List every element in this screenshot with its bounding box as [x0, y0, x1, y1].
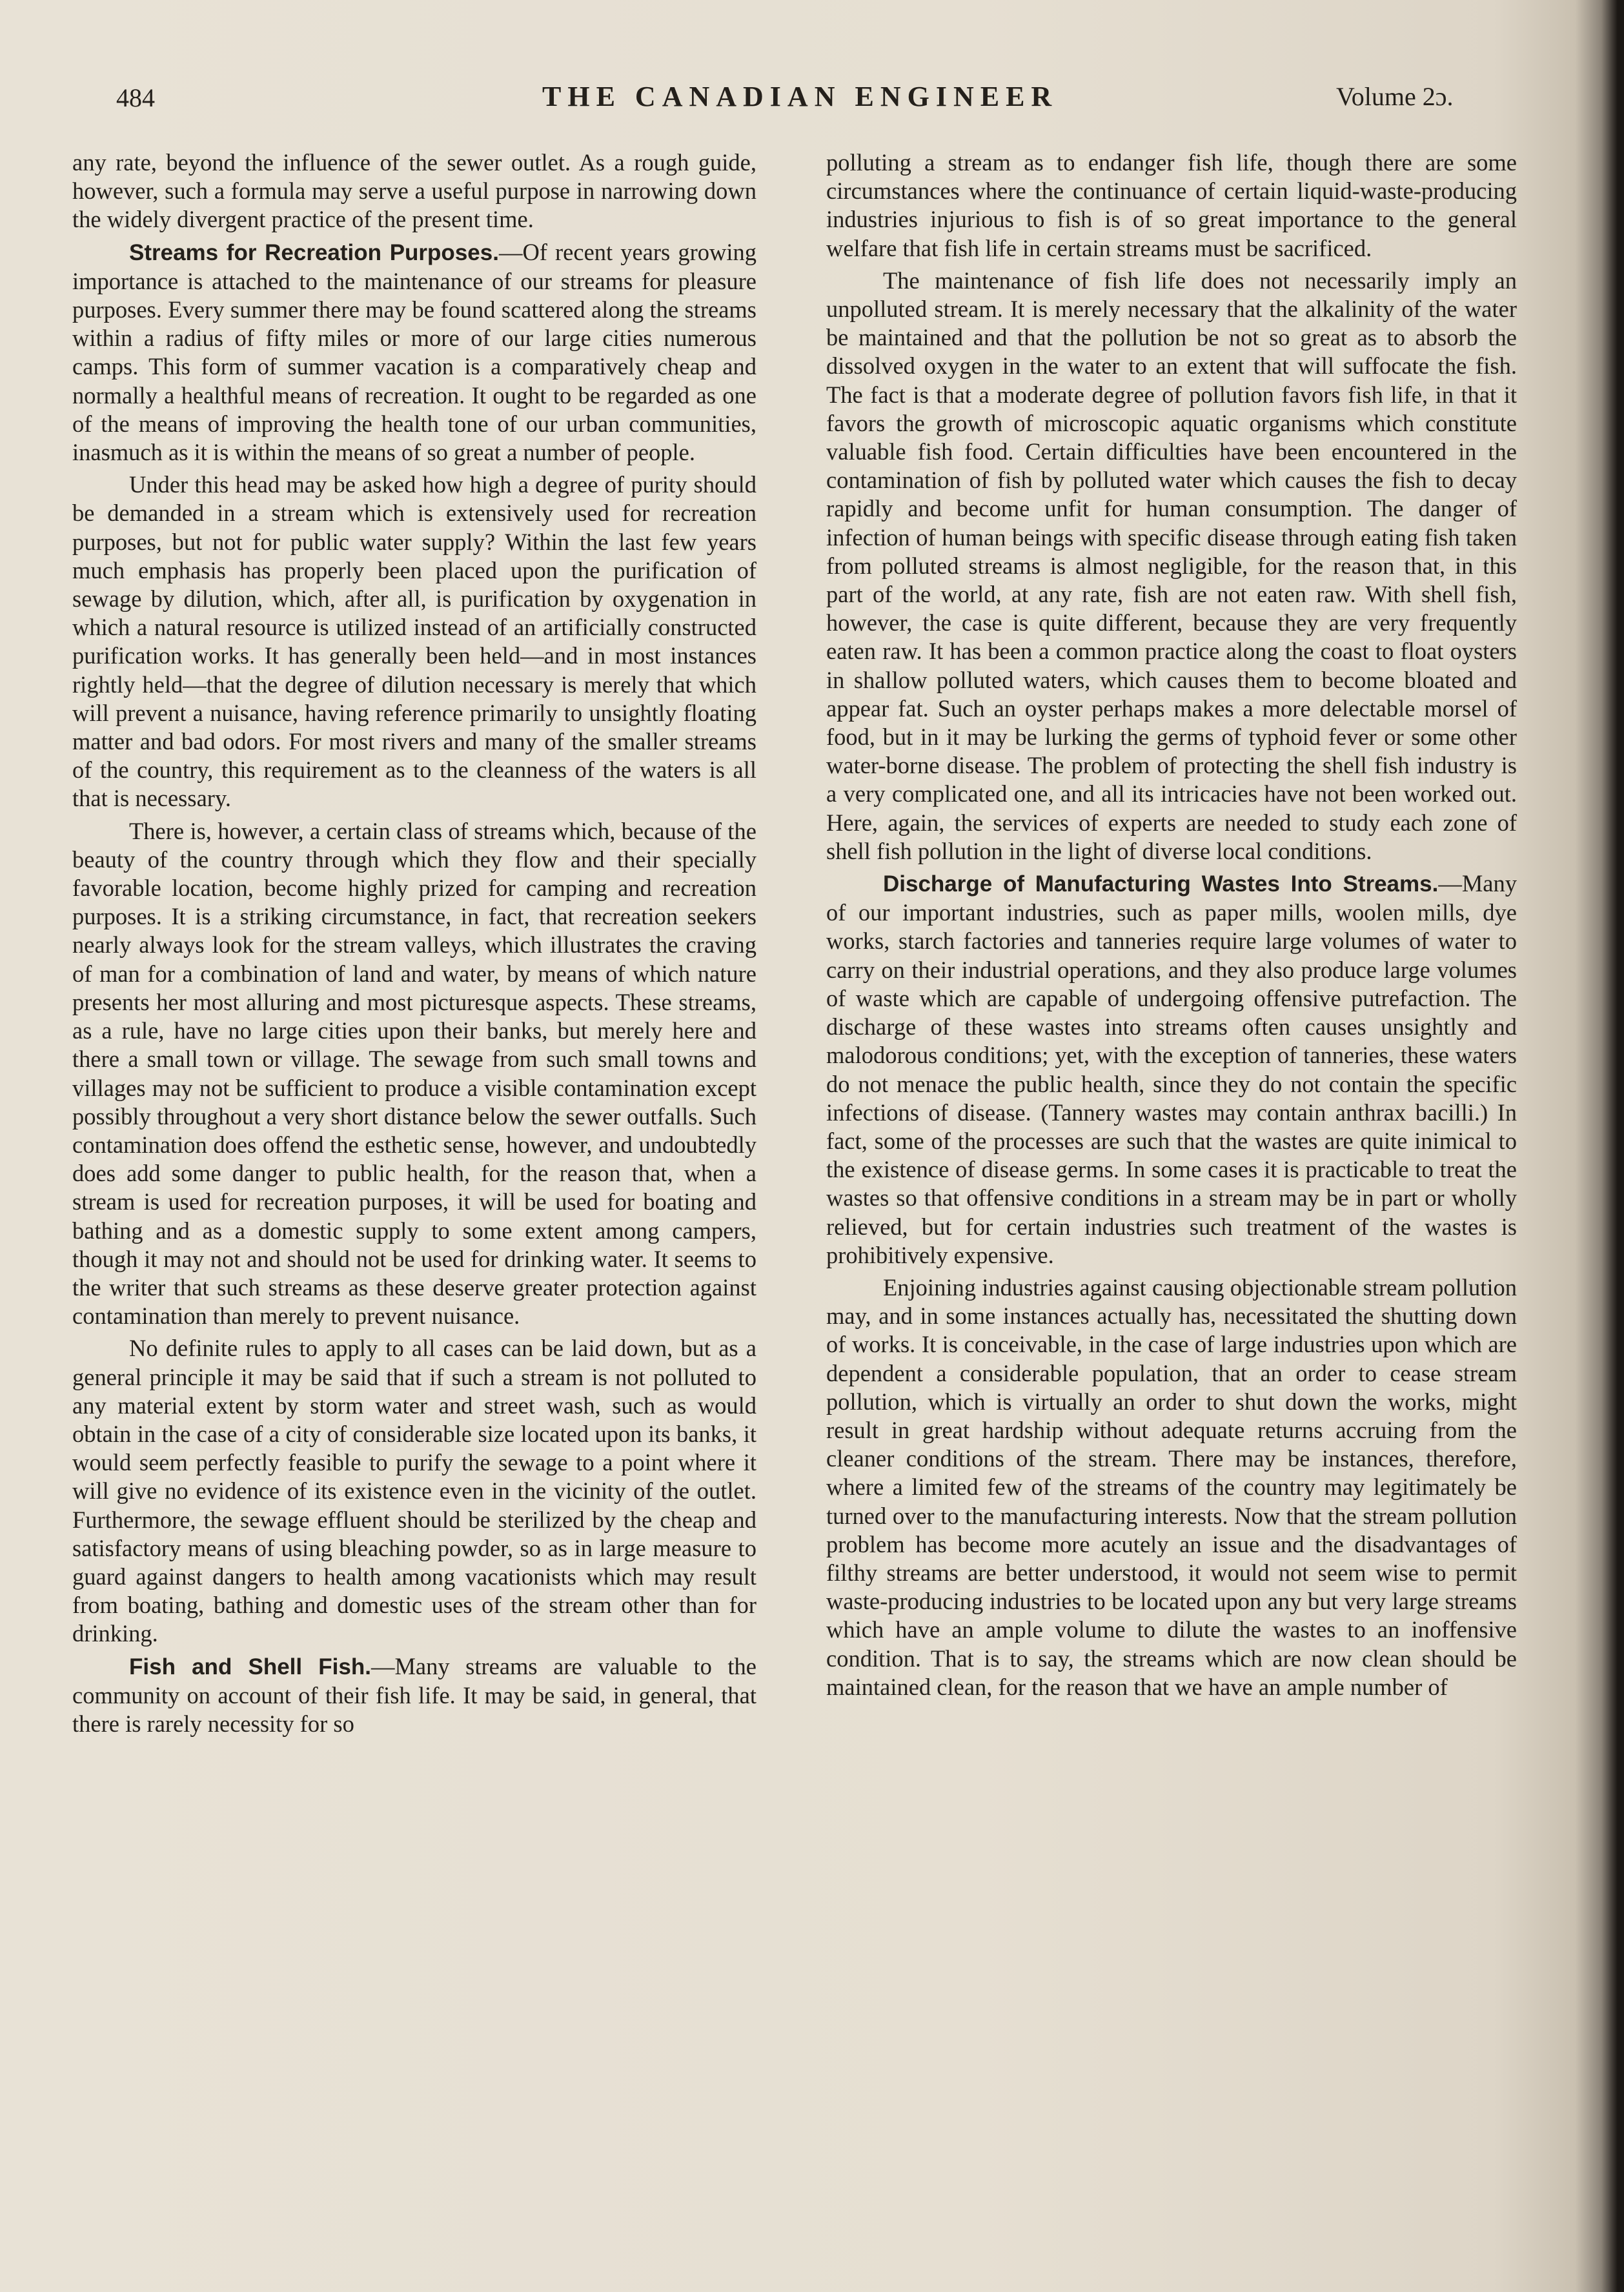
paragraph-text: —Of recent years growing importance is attached to the maintenance of our streams for pleasure purposes. Every summer there may be found scattered along the streams within a radius of fifty miles or more of our large cities numerous camps. This form of summer vacation is a comparatively cheap and normally a healthful means of recreation. It ought to be regarded as one of the means of improving the health tone of our urban communities, inasmuch as it is within the means of so great a number of people. [72, 238, 756, 466]
paragraph: There is, however, a certain class of streams which, because of the beauty of the country through which they flow and their specially favorable location, become highly prized for camping and recreation purposes. It is a striking circumstance, in fact, that recreation seekers nearly always look for the stream valleys, which illustrates the craving of man for a combination of land and water, by means of which nature presents her most alluring and most picturesque aspects. These streams, as a rule, have no large cities upon their banks, but merely here and there a small town or village. The sewage from such small towns and villages may not be sufficient to produce a visible contamination except possibly throughout a very short distance below the sewer outfalls. Such contamination does offend the esthetic sense, however, and undoubtedly does add some danger to public health, for the reason that, when a stream is used for recreation purposes, it will be used for boating and bathing and as a domestic supply to some extent among campers, though it may not and should not be used for drinking water. It seems to the writer that such streams as these deserve greater protection against contamination than merely to prevent nuisance. [72, 817, 756, 1330]
paragraph: No definite rules to apply to all cases can be laid down, but as a general principle it may be said that if such a stream is not polluted to any material extent by storm water and street wash, such as would obtain in the case of a city of considerable size located upon its banks, it would seem perfectly feasible to purify the sewage to a point where it will give no evidence of its existence even in the vicinity of the outlet. Furthermore, the sewage effluent should be sterilized by the cheap and satisfactory means of using bleaching powder, so as in large measure to guard against dangers to health among vacationists which may result from boating, bathing and domestic uses of the stream other than for drinking. [72, 1335, 756, 1647]
journal-title: THE CANADIAN ENGINEER [542, 81, 1059, 112]
section-heading: Streams for Recreation Purposes. [129, 239, 499, 265]
paragraph [72, 238, 756, 467]
paragraph: any rate, beyond the influence of the sewer outlet. As a rough guide, however, such a formula may serve a useful purpose in narrowing down the widely divergent practice of the present time. [72, 149, 756, 233]
paragraph-text: —Many streams are valuable to the community on account of their fish life. It may be said, in general, that there is rarely necessity for so [72, 1652, 757, 1737]
paragraph: The maintenance of fish life does not necessarily imply an unpolluted stream. It is merely necessary that the alkalinity of the water be maintained and that the pollution be not so great as to absorb the dissolved oxygen in the water to an extent that will suffocate the fish. The fact is that a moderate degree of pollution favors fish life, in that it favors the growth of microscopic aquatic organisms which constitute valuable fish food. Certain difficulties have been encountered in the contamination of fish by polluted water which causes the fish to decay rapidly and become unfit for human consumption. The danger of infection of human beings with specific disease through eating fish taken from polluted streams is almost negligible, for the reason that, in this part of the world, at any rate, fish are not eaten raw. With shell fish, however, the case is quite different, because they are very frequently eaten raw. It has been a common practice along the coast to float oysters in shallow polluted waters, which causes them to become bloated and appear fat. Such an oyster perhaps makes a more delectable morsel of food, but in it may be lurking the germs of typhoid fever or some other water-borne disease. The problem of protecting the shell fish industry is a very complicated one, and all its intricacies have not been worked out. Here, again, the services of experts are needed to study each zone of shell fish pollution in the light of diverse local conditions. [826, 267, 1517, 864]
section-heading: Discharge of Manufacturing Wastes Into Streams. [883, 871, 1439, 897]
paragraph [826, 869, 1517, 1270]
paragraph [72, 1652, 756, 1739]
paragraph-text: —Many of our important industries, such as paper mills, woolen mills, dye works, starch factories and tanneries require large volumes of water to carry on their industrial operations, and they also produce large volumes of waste which are capable of undergoing offensive putrefaction. The discharge of these wastes into streams often causes unsightly and malodorous conditions; yet, with the exception of tanneries, these waters do not menace the public health, since they do not contain the specific infections of disease. (Tannery wastes may contain anthrax bacilli.) In fact, some of the processes are such that the wastes are quite inimical to the existence of disease germs. In some cases it is practicable to treat the wastes so that offensive conditions in a stream may be in part or wholly relieved, but for certain industries such treatment of the wastes is prohibitively expensive. [826, 870, 1517, 1268]
right-column [826, 148, 1517, 1701]
section-heading: Fish and Shell Fish. [129, 1654, 371, 1679]
paragraph: Enjoining industries against causing objectionable stream pollution may, and in some instances actually has, necessitated the shutting down of works. It is conceivable, in the case of large industries upon which are dependent a considerable population, that an order to cease stream pollution, which is virtually an order to shut down the works, might result in great hardship without adequate returns accruing from the cleaner conditions of the stream. There may be instances, therefore, where a limited few of the streams of the country may legitimately be turned over to the manufacturing interests. Now that the stream pollution problem has become more acutely an issue and the disadvantages of filthy streams are better understood, it would not seem wise to permit waste-producing industries to be located upon any but very large streams which have an ample volume to dilute the wastes to an inoffensive condition. That is to say, the streams which are now clean should be maintained clean, for the reason that we have an ample number of [826, 1273, 1517, 1700]
page-header [0, 76, 1624, 128]
left-column [72, 148, 756, 1738]
volume-label: Volume 2ɔ. [1336, 82, 1454, 111]
page-number: 484 [116, 83, 155, 112]
paragraph: polluting a stream as to endanger fish life, though there are some circumstances where the continuance of certain liquid-waste-producing industries injurious to fish is of so great importance to the general welfare that fish life in certain streams must be sacrificed. [826, 149, 1517, 261]
paragraph: Under this head may be asked how high a degree of purity should be demanded in a stream which is extensively used for recreation purposes, but not for public water supply? Within the last few years much emphasis has properly been placed upon the purification of sewage by dilution, which, after all, is purification by oxygenation in which a natural resource is utilized instead of an artificially constructed purification works. It has generally been held—and in most instances rightly held—that the degree of dilution necessary is merely that which will prevent a nuisance, having reference primarily to unsightly floating matter and bad odors. For most rivers and many of the smaller streams of the country, this requirement as to the cleanness of the waters is all that is necessary. [72, 471, 756, 812]
